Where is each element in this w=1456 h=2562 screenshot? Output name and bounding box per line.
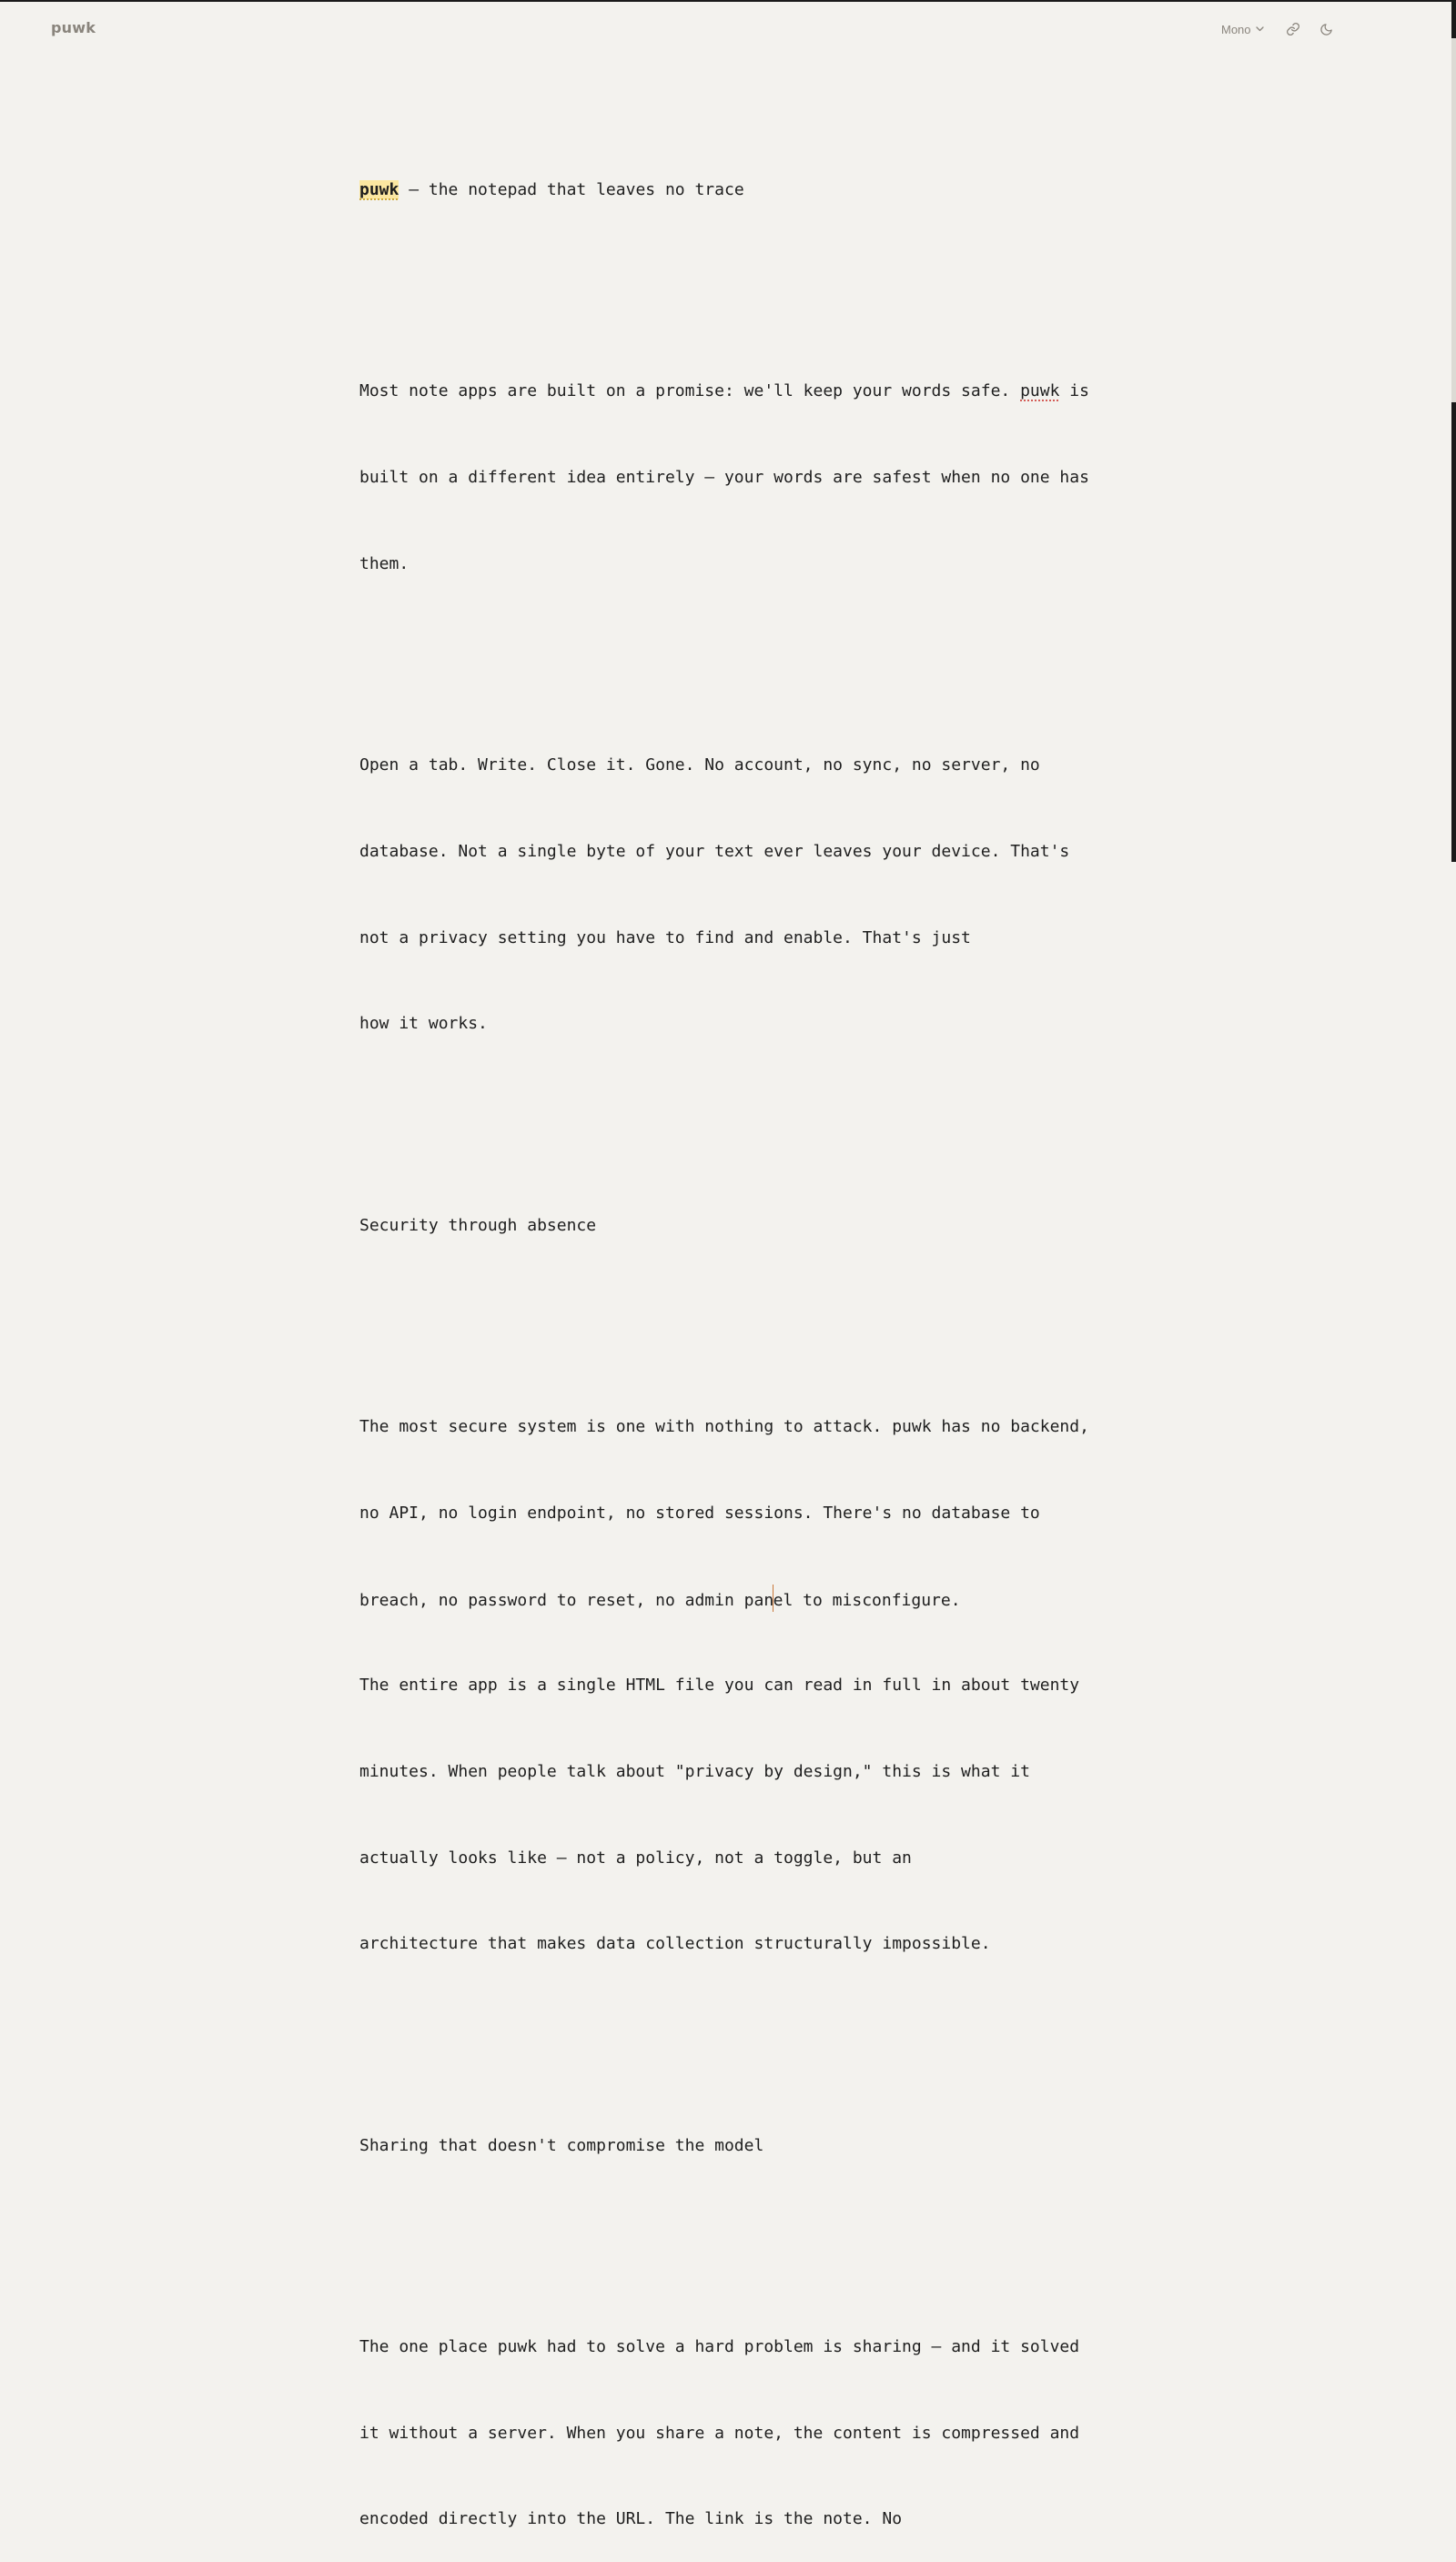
text-line: how it works. — [359, 1014, 488, 1034]
top-bar — [0, 2, 1456, 56]
text-line: Open a tab. Write. Close it. Gone. No account, no sync, no server, no — [359, 755, 1040, 775]
brand-logo[interactable]: puwk — [51, 19, 96, 36]
toolbar-controls — [1221, 18, 1336, 40]
text-segment: Most note apps are built on a promise: we'll keep your words safe. — [359, 381, 1021, 401]
text-line: them. — [359, 553, 410, 573]
blank-line — [359, 636, 1087, 665]
text-line: architecture that makes data collection structurally impossible. — [359, 1934, 991, 1954]
blank-line — [359, 2217, 1087, 2246]
text-line: The one place puwk had to solve a hard problem is sharing — and it solved — [359, 2336, 1080, 2356]
spellcheck-word: puwk — [1020, 381, 1060, 401]
text-line — [359, 1585, 1087, 1614]
font-selector-label: Mono — [1221, 22, 1251, 36]
share-link-button[interactable] — [1284, 20, 1302, 38]
blank-line — [359, 1297, 1087, 1326]
font-selector[interactable] — [1221, 23, 1264, 36]
chevron-down-icon — [1256, 26, 1264, 32]
note-title-line — [359, 176, 1087, 205]
section-heading: Security through absence — [359, 1215, 597, 1235]
blank-line — [359, 1096, 1087, 1125]
blank-line — [359, 262, 1087, 291]
text-line: no API, no login endpoint, no stored sessions. There's no database to — [359, 1503, 1040, 1523]
note-editor[interactable] — [359, 118, 1087, 2562]
text-line: minutes. When people talk about "privacy by design," this is what it — [359, 1761, 1030, 1781]
highlighted-word: puwk — [359, 180, 399, 200]
scrollbar-thumb[interactable] — [1451, 38, 1456, 402]
note-title-text: — the notepad that leaves no trace — [399, 180, 744, 200]
section-heading: Sharing that doesn't compromise the model — [359, 2135, 764, 2155]
text-line: database. Not a single byte of your text ever leaves your device. That's — [359, 841, 1070, 861]
text-segment: breach, no password to reset, no admin pan — [359, 1591, 774, 1611]
theme-toggle-button[interactable] — [1318, 20, 1336, 38]
text-line: it without a server. When you share a note, the content is compressed and — [359, 2423, 1080, 2443]
text-line: actually looks like — not a policy, not a toggle, but an — [359, 1848, 912, 1868]
text-line: The most secure system is one with nothing to attack. puwk has no backend, — [359, 1416, 1089, 1436]
text-line — [359, 377, 1087, 406]
text-segment: el to misconfigure. — [773, 1591, 961, 1611]
text-line: encoded directly into the URL. The link is the note. No — [359, 2509, 903, 2529]
blank-line — [359, 2016, 1087, 2045]
text-segment: is — [1059, 381, 1089, 401]
text-line: not a privacy setting you have to find and enable. That's just — [359, 927, 971, 947]
moon-icon — [1320, 23, 1333, 36]
text-line: The entire app is a single HTML file you can read in full in about twenty — [359, 1676, 1080, 1696]
link-icon — [1286, 22, 1300, 36]
text-line: built on a different idea entirely — your words are safest when no one has — [359, 468, 1089, 488]
